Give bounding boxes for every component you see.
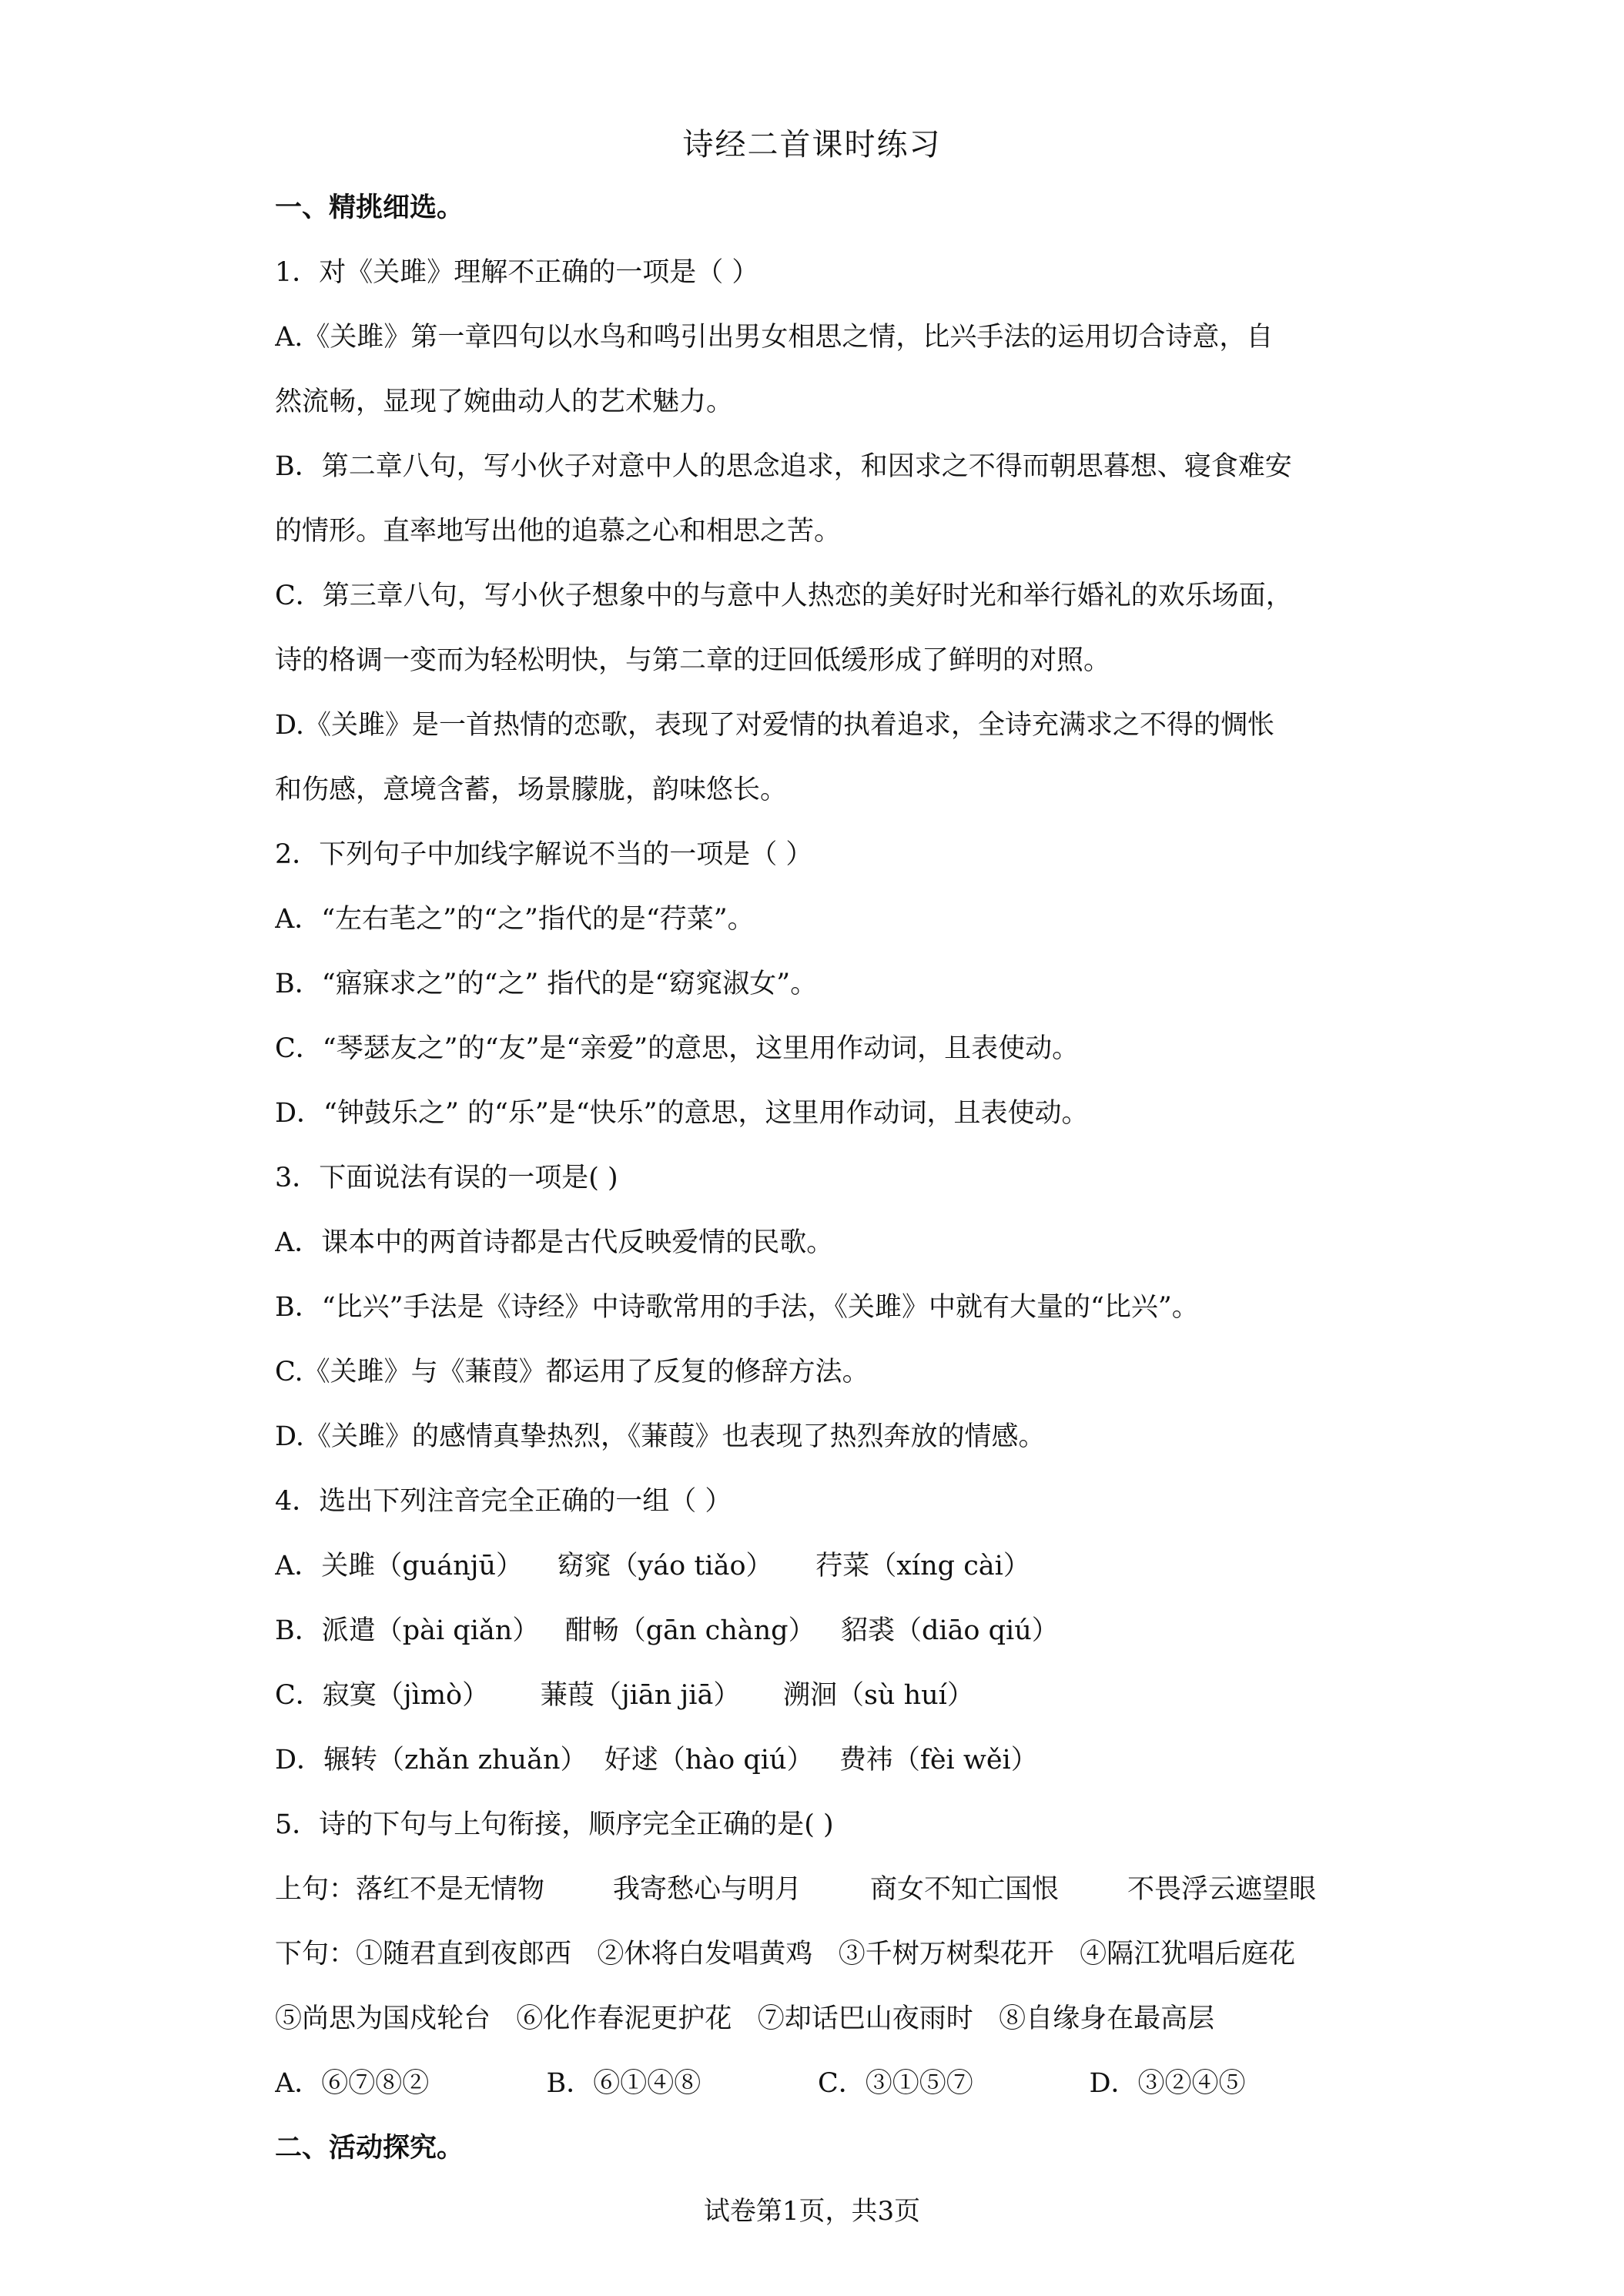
question-5-option-a: A．⑥⑦⑧② bbox=[275, 2068, 430, 2099]
question-1-option-c: C．第三章八句，写小伙子想象中的与意中人热恋的美好时光和举行婚礼的欢乐场面， bbox=[275, 581, 1293, 611]
question-1-option-b: B．第二章八句，写小伙子对意中人的思念追求，和因求之不得而朝思暮想、寝食难安 bbox=[275, 451, 1292, 482]
question-3-stem: 3．下面说法有误的一项是( ) bbox=[275, 1163, 618, 1193]
question-1-option-d: D.《关雎》是一首热情的恋歌，表现了对爱情的执着追求，全诗充满求之不得的惆怅 bbox=[275, 710, 1274, 741]
question-5-option-b: B．⑥①④⑧ bbox=[546, 2068, 702, 2099]
question-3-option-d: D.《关雎》的感情真挚热烈，《蒹葭》也表现了热烈奔放的情感。 bbox=[275, 1421, 1046, 1452]
question-1-option-b-cont: 的情形。直率地写出他的追慕之心和相思之苦。 bbox=[275, 516, 842, 547]
question-5-lower-lines-1: 下句：①随君直到夜郎西 ②休将白发唱黄鸡 ③千树万树梨花开 ④隔江犹唱后庭花 bbox=[275, 1939, 1296, 1970]
question-5-option-c: C．③①⑤⑦ bbox=[818, 2068, 973, 2099]
question-1-option-d-cont: 和伤感，意境含蓄，场景朦胧，韵味悠长。 bbox=[275, 775, 788, 805]
question-4-stem: 4．选出下列注音完全正确的一组（ ） bbox=[275, 1486, 732, 1517]
question-1-option-a-cont: 然流畅，显现了婉曲动人的艺术魅力。 bbox=[275, 387, 734, 417]
page-title: 诗经二首课时练习 bbox=[682, 127, 942, 162]
question-5-upper-lines: 上句：落红不是无情物 我寄愁心与明月 商女不知亡国恨 不畏浮云遮望眼 bbox=[275, 1874, 1317, 1905]
question-4-option-a: A．关雎（guánjū） 窈窕（yáo tiǎo） 荇菜（xíng cài） bbox=[275, 1551, 1030, 1581]
question-2-option-d: D．“钟鼓乐之” 的“乐”是“快乐”的意思，这里用作动词，且表使动。 bbox=[275, 1098, 1089, 1129]
question-2-option-c: C．“琴瑟友之”的“友”是“亲爱”的意思，这里用作动词，且表使动。 bbox=[275, 1033, 1080, 1064]
question-2-option-b: B．“寤寐求之”的“之” 指代的是“窈窕淑女”。 bbox=[275, 969, 818, 999]
question-5-option-d: D．③②④⑤ bbox=[1089, 2068, 1246, 2099]
question-1-stem: 1．对《关雎》理解不正确的一项是（ ） bbox=[275, 257, 759, 288]
exercise-content bbox=[275, 176, 1361, 2181]
question-5-lower-lines-2: ⑤尚思为国戍轮台 ⑥化作春泥更护花 ⑦却话巴山夜雨时 ⑧自缘身在最高层 bbox=[275, 2003, 1215, 2034]
section-heading-1: 一、精挑细选。 bbox=[275, 192, 464, 223]
page-footer: 试卷第1页，共3页 bbox=[703, 2196, 921, 2227]
section-heading-2: 二、活动探究。 bbox=[275, 2132, 464, 2164]
question-5-stem: 5．诗的下句与上句衔接，顺序完全正确的是( ) bbox=[275, 1809, 834, 1840]
question-2-stem: 2．下列句子中加线字解说不当的一项是（ ） bbox=[275, 839, 813, 870]
question-4-option-d: D．辗转（zhǎn zhuǎn） 好逑（hào qiú） 费祎（fèi wěi） bbox=[275, 1745, 1038, 1776]
question-2-option-a: A．“左右芼之”的“之”指代的是“荇菜”。 bbox=[275, 904, 755, 935]
question-1-option-c-cont: 诗的格调一变而为轻松明快，与第二章的迂回低缓形成了鲜明的对照。 bbox=[275, 645, 1111, 676]
question-3-option-a: A．课本中的两首诗都是古代反映爱情的民歌。 bbox=[275, 1227, 834, 1258]
question-3-option-b: B．“比兴”手法是《诗经》中诗歌常用的手法，《关雎》中就有大量的“比兴”。 bbox=[275, 1292, 1199, 1323]
question-1-option-a: A.《关雎》第一章四句以水鸟和鸣引出男女相思之情，比兴手法的运用切合诗意，自 bbox=[275, 322, 1274, 353]
question-5-options bbox=[275, 2051, 1361, 2116]
question-4-option-c: C．寂寞（jìmò） 蒹葭（jiān jiā） 溯洄（sù huí） bbox=[275, 1680, 974, 1711]
question-3-option-c: C.《关雎》与《蒹葭》都运用了反复的修辞方法。 bbox=[275, 1357, 869, 1387]
question-4-option-b: B．派遣（pài qiǎn） 酣畅（gān chàng） 貂裘（diāo qiú） bbox=[275, 1615, 1059, 1646]
